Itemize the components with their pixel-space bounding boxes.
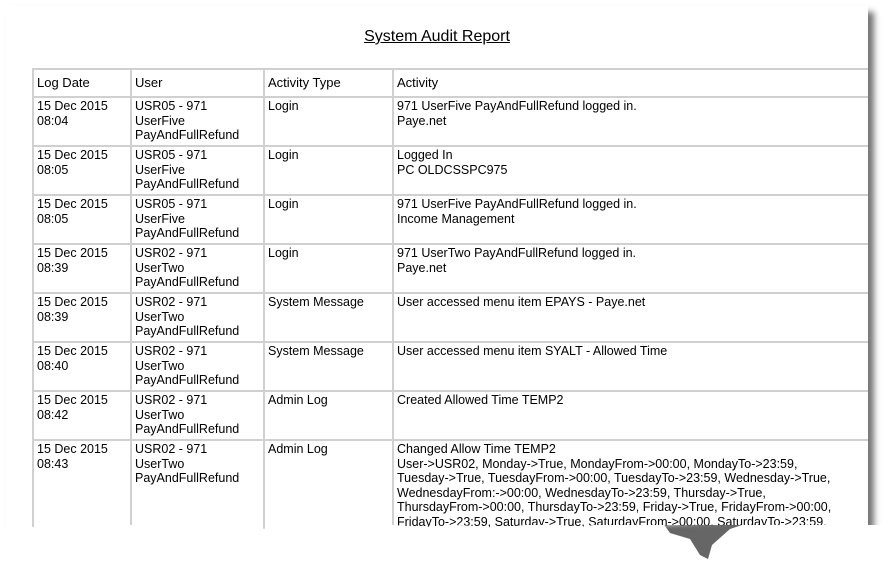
user-name: UserTwo	[135, 456, 185, 471]
table-row	[33, 293, 868, 342]
audit-table	[32, 68, 868, 556]
activity-type-cell: Login	[264, 146, 393, 195]
log-date: 15 Dec 2015	[37, 295, 108, 309]
log-time: 08:39	[37, 309, 69, 324]
user-name: UserFive	[135, 113, 186, 128]
log-date-cell	[33, 293, 131, 342]
log-date: 15 Dec 2015	[37, 393, 108, 407]
activity-cell	[393, 146, 868, 195]
torn-edge-decoration	[0, 525, 889, 585]
user-id: USR05 - 971	[135, 148, 208, 162]
report-title: System Audit Report	[364, 28, 510, 45]
report-page	[6, 6, 868, 561]
user-role: PayAndFullRefund	[135, 177, 240, 192]
user-role: PayAndFullRefund	[135, 128, 240, 143]
user-role: PayAndFullRefund	[135, 226, 240, 241]
user-id: USR02 - 971	[135, 295, 208, 309]
user-cell	[131, 342, 264, 391]
user-id: USR02 - 971	[135, 344, 208, 358]
user-role: PayAndFullRefund	[135, 471, 240, 486]
log-time: 08:40	[37, 358, 69, 373]
activity-cell	[393, 293, 868, 342]
log-time: 08:42	[37, 407, 69, 422]
log-time: 08:05	[37, 162, 69, 177]
user-id: USR02 - 971	[135, 246, 208, 260]
activity-type-cell: Login	[264, 97, 393, 146]
log-date: 15 Dec 2015	[37, 99, 108, 113]
activity-type-cell: Admin Log	[264, 440, 393, 555]
log-date: 15 Dec 2015	[37, 246, 108, 260]
log-date-cell	[33, 146, 131, 195]
log-time: 08:05	[37, 211, 69, 226]
activity-text: Logged In	[397, 148, 453, 162]
user-name: UserTwo	[135, 309, 185, 324]
activity-text: Changed Allow Time TEMP2	[397, 442, 556, 456]
user-cell	[131, 146, 264, 195]
column-header-user: User	[131, 69, 264, 97]
user-name: UserTwo	[135, 407, 185, 422]
column-header-log-date: Log Date	[33, 69, 131, 97]
activity-text: User accessed menu item SYALT - Allowed Time	[397, 344, 668, 358]
user-id: USR02 - 971	[135, 393, 208, 407]
activity-detail: Paye.net	[397, 113, 447, 128]
user-role: PayAndFullRefund	[135, 324, 240, 339]
activity-text: Created Allowed Time TEMP2	[397, 393, 564, 407]
table-row	[33, 146, 868, 195]
log-time: 08:43	[37, 456, 69, 471]
activity-detail-line: Tuesday->True, TuesdayFrom->00:00, TuesdayTo->23:59, Wednesday->True,	[397, 471, 831, 486]
user-cell	[131, 195, 264, 244]
table-row	[33, 97, 868, 146]
log-date-cell	[33, 97, 131, 146]
table-row	[33, 195, 868, 244]
user-id: USR02 - 971	[135, 442, 208, 456]
user-name: UserFive	[135, 162, 186, 177]
activity-type-cell: Admin Log	[264, 391, 393, 440]
log-date: 15 Dec 2015	[37, 197, 108, 211]
user-cell	[131, 97, 264, 146]
log-date-cell	[33, 244, 131, 293]
activity-detail-line: FridayTo->23:59, Saturday->True, SaturdayFrom->00:00, SaturdayTo->23:59,	[397, 514, 827, 529]
activity-detail: PC OLDCSSPC975	[397, 162, 508, 177]
activity-detail-line: ThursdayFrom->00:00, ThursdayTo->23:59, Friday->True, FridayFrom->00:00,	[397, 500, 832, 515]
activity-type-cell: System Message	[264, 342, 393, 391]
log-date-cell	[33, 342, 131, 391]
log-date-cell	[33, 391, 131, 440]
user-name: UserTwo	[135, 358, 185, 373]
log-date-cell	[33, 195, 131, 244]
activity-detail: Income Management	[397, 211, 515, 226]
activity-cell	[393, 342, 868, 391]
log-date: 15 Dec 2015	[37, 148, 108, 162]
table-header-row	[33, 69, 868, 97]
activity-detail-line: WednesdayFrom:->00:00, WednesdayTo->23:59, Thursday->True,	[397, 485, 766, 500]
user-role: PayAndFullRefund	[135, 422, 240, 437]
log-time: 08:39	[37, 260, 69, 275]
table-row	[33, 391, 868, 440]
table-row	[33, 244, 868, 293]
activity-type-cell: System Message	[264, 293, 393, 342]
user-cell	[131, 391, 264, 440]
column-header-activity: Activity	[393, 69, 868, 97]
user-cell	[131, 244, 264, 293]
user-role: PayAndFullRefund	[135, 373, 240, 388]
activity-detail-line: User->USR02, Monday->True, MondayFrom->00:00, MondayTo->23:59,	[397, 456, 798, 471]
user-name: UserTwo	[135, 260, 185, 275]
user-name: UserFive	[135, 211, 186, 226]
table-row	[33, 342, 868, 391]
user-id: USR05 - 971	[135, 197, 208, 211]
activity-type-cell: Login	[264, 195, 393, 244]
activity-text: 971 UserTwo PayAndFullRefund logged in.	[397, 246, 637, 260]
user-role: PayAndFullRefund	[135, 275, 240, 290]
log-time: 08:04	[37, 113, 69, 128]
log-date: 15 Dec 2015	[37, 442, 108, 456]
activity-cell	[393, 97, 868, 146]
column-header-activity-type: Activity Type	[264, 69, 393, 97]
activity-text: 971 UserFive PayAndFullRefund logged in.	[397, 99, 637, 113]
activity-text: 971 UserFive PayAndFullRefund logged in.	[397, 197, 637, 211]
log-date: 15 Dec 2015	[37, 344, 108, 358]
user-cell	[131, 293, 264, 342]
activity-detail: Paye.net	[397, 260, 447, 275]
activity-type-cell: Login	[264, 244, 393, 293]
user-id: USR05 - 971	[135, 99, 208, 113]
activity-cell	[393, 244, 868, 293]
activity-cell	[393, 391, 868, 440]
activity-text: User accessed menu item EPAYS - Paye.net	[397, 295, 646, 309]
activity-cell	[393, 195, 868, 244]
